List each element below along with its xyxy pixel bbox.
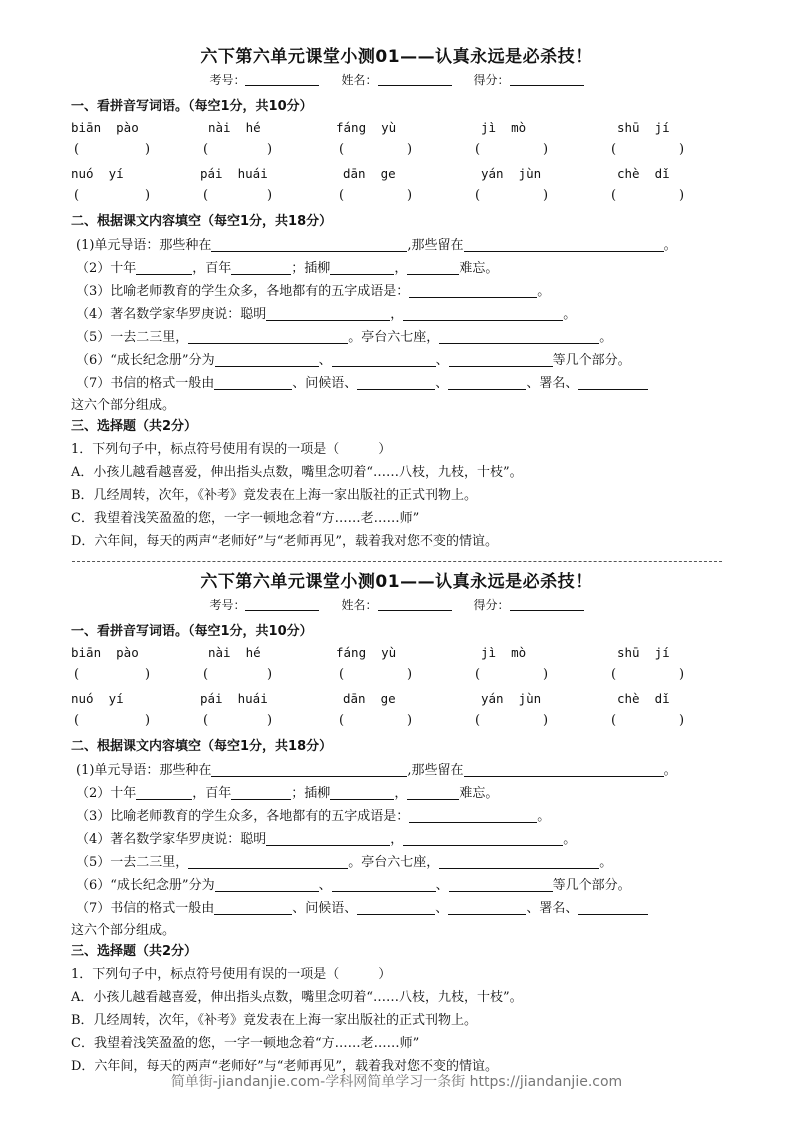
fill-line-5 — [76, 326, 612, 345]
fill-text: 、问候语、 — [292, 901, 358, 916]
pinyin: chè dǐ — [617, 166, 670, 181]
fill-blank[interactable] — [578, 901, 648, 915]
fill-blank[interactable] — [231, 261, 291, 275]
fill-blank[interactable] — [439, 855, 599, 869]
answer-bracket-open: ( — [475, 188, 481, 203]
fill-blank[interactable] — [407, 261, 459, 275]
quiz-block-1 — [0, 42, 793, 562]
fill-blank[interactable] — [409, 809, 537, 823]
fill-blank[interactable] — [439, 330, 599, 344]
fill-text: 。 — [599, 855, 613, 870]
fill-line-6 — [76, 874, 631, 893]
fill-text: 。 — [537, 284, 551, 299]
fill-blank[interactable] — [448, 376, 526, 390]
fill-text: 、 — [318, 878, 332, 893]
pinyin: biān pào — [71, 120, 139, 135]
choice-option-b[interactable]: B．几经周转，次年，《补考》竟发表在上海一家出版社的正式刊物上。 — [71, 488, 478, 503]
answer-bracket-open: ( — [74, 142, 80, 157]
answer-bracket-close[interactable]: ) — [679, 142, 685, 157]
quiz-title: 六下第六单元课堂小测01——认真永远是必杀技！ — [200, 47, 593, 67]
answer-bracket-close[interactable]: ) — [407, 142, 413, 157]
section-1-heading: 一、看拼音写词语。（每空1分，共10分） — [71, 624, 313, 639]
answer-bracket-open: ( — [475, 667, 481, 682]
fill-blank[interactable] — [136, 786, 192, 800]
pinyin: nuó yí — [71, 166, 124, 181]
fill-text: 、署名、 — [526, 376, 579, 391]
fill-text: 难忘。 — [459, 261, 499, 276]
answer-bracket-close[interactable]: ) — [407, 667, 413, 682]
fill-text: 、 — [318, 353, 332, 368]
fill-line-7 — [76, 372, 648, 391]
fill-line-6 — [76, 349, 631, 368]
pinyin: nuó yí — [71, 691, 124, 706]
answer-bracket-close[interactable]: ) — [145, 188, 151, 203]
fill-text: （4）著名数学家华罗庚说：聪明 — [76, 832, 267, 847]
answer-bracket-close[interactable]: ) — [267, 713, 273, 728]
answer-bracket-open: ( — [611, 667, 617, 682]
fill-text: ， — [390, 832, 404, 847]
answer-bracket-open: ( — [203, 667, 209, 682]
fill-text: 、 — [435, 878, 449, 893]
pinyin: nài hé — [208, 120, 261, 135]
fill-line-4 — [76, 828, 576, 847]
fill-text: 等几个部分。 — [552, 878, 631, 893]
fill-blank[interactable] — [357, 901, 435, 915]
pinyin-row-1 — [0, 120, 793, 136]
fill-blank[interactable] — [448, 901, 526, 915]
answer-row-1 — [0, 142, 793, 158]
answer-bracket-close[interactable]: ) — [543, 667, 549, 682]
fill-text: 。 — [563, 307, 577, 322]
fill-blank[interactable] — [330, 261, 394, 275]
fill-text: 。 — [563, 832, 577, 847]
fill-line-4 — [76, 303, 576, 322]
fill-line-2 — [76, 257, 498, 276]
answer-bracket-open: ( — [339, 667, 345, 682]
fill-text: 难忘。 — [459, 786, 499, 801]
exam-no-label: 考号： — [209, 598, 246, 612]
answer-bracket-open: ( — [611, 142, 617, 157]
answer-bracket-open: ( — [339, 188, 345, 203]
fill-blank[interactable] — [188, 855, 348, 869]
answer-bracket-close[interactable]: ) — [407, 713, 413, 728]
pinyin: jì mò — [481, 120, 527, 135]
fill-text: （7）书信的格式一般由 — [76, 901, 215, 916]
fill-text: （2）十年 — [76, 786, 137, 801]
fill-blank[interactable] — [188, 330, 348, 344]
section-1-heading: 一、看拼音写词语。（每空1分，共10分） — [71, 99, 313, 114]
choice-option-a[interactable]: A．小孩儿越看越喜爱，伸出指头点数，嘴里念叨着“……八枝，九枝，十枝”。 — [71, 990, 523, 1005]
fill-blank[interactable] — [578, 376, 648, 390]
fill-line-8: 这六个部分组成。 — [71, 398, 176, 413]
pinyin: dān ge — [343, 166, 396, 181]
fill-blank[interactable] — [231, 786, 291, 800]
fill-blank[interactable] — [214, 376, 292, 390]
fill-blank[interactable] — [215, 353, 319, 367]
fill-text: 。 — [537, 809, 551, 824]
answer-bracket-close[interactable]: ) — [267, 188, 273, 203]
pinyin: yán jùn — [481, 691, 542, 706]
fill-line-3 — [76, 805, 550, 824]
fill-blank[interactable] — [464, 763, 664, 777]
fill-text: ， — [394, 261, 408, 276]
fill-blank[interactable] — [266, 307, 390, 321]
exam-no-blank[interactable] — [245, 598, 319, 611]
answer-bracket-close[interactable]: ) — [145, 142, 151, 157]
answer-bracket-close[interactable]: ) — [407, 188, 413, 203]
fill-blank[interactable] — [403, 832, 563, 846]
answer-row-1 — [0, 667, 793, 683]
fill-blank[interactable] — [409, 284, 537, 298]
fill-text: （6）“成长纪念册”分为 — [76, 878, 215, 893]
fill-text: （6）“成长纪念册”分为 — [76, 353, 215, 368]
section-3-heading: 三、选择题（共2分） — [71, 944, 198, 959]
fill-text: 、署名、 — [526, 901, 579, 916]
fill-text: 、 — [435, 353, 449, 368]
pinyin: fáng yù — [336, 120, 397, 135]
name-label: 姓名： — [341, 73, 378, 87]
choice-option-c[interactable]: C．我望着浅笑盈盈的您，一字一顿地念着“方……老……师” — [71, 511, 420, 526]
name-label: 姓名： — [341, 598, 378, 612]
fill-text: 、 — [435, 376, 449, 391]
fill-text: (1)单元导语：那些种在 — [76, 763, 212, 778]
fill-line-7 — [76, 897, 648, 916]
fill-text: （5）一去二三里， — [76, 855, 189, 870]
fill-text: (1)单元导语：那些种在 — [76, 238, 212, 253]
fill-blank[interactable] — [449, 878, 553, 892]
pinyin: fáng yù — [336, 645, 397, 660]
fill-blank[interactable] — [266, 832, 390, 846]
fill-blank[interactable] — [464, 238, 664, 252]
pinyin: pái huái — [200, 691, 268, 706]
pinyin: pái huái — [200, 166, 268, 181]
exam-no-blank[interactable] — [245, 73, 319, 86]
answer-bracket-open: ( — [74, 667, 80, 682]
choice-option-d[interactable]: D．六年间，每天的两声“老师好”与“老师再见”，载着我对您不变的情谊。 — [71, 1059, 499, 1074]
answer-bracket-open: ( — [611, 188, 617, 203]
section-2-heading: 二、根据课文内容填空（每空1分，共18分） — [71, 739, 333, 754]
fill-blank[interactable] — [211, 763, 407, 777]
fill-text: ，百年 — [192, 261, 232, 276]
choice-question: 1．下列句子中，标点符号使用有误的一项是（ ） — [71, 967, 392, 982]
quiz-block-2 — [0, 567, 793, 1087]
answer-bracket-open: ( — [74, 713, 80, 728]
score-label: 得分： — [473, 598, 510, 612]
name-blank[interactable] — [378, 598, 452, 611]
answer-bracket-close[interactable]: ) — [145, 667, 151, 682]
fill-text: ；插柳 — [291, 786, 331, 801]
answer-bracket-open: ( — [339, 142, 345, 157]
choice-option-d[interactable]: D．六年间，每天的两声“老师好”与“老师再见”，载着我对您不变的情谊。 — [71, 534, 499, 549]
exam-no-label: 考号： — [209, 73, 246, 87]
fill-text: ， — [394, 786, 408, 801]
pinyin: shū jí — [617, 120, 670, 135]
pinyin: dān ge — [343, 691, 396, 706]
answer-bracket-close[interactable]: ) — [543, 188, 549, 203]
cut-line-divider — [72, 561, 722, 562]
choice-option-c[interactable]: C．我望着浅笑盈盈的您，一字一顿地念着“方……老……师” — [71, 1036, 420, 1051]
score-blank[interactable] — [510, 598, 584, 611]
fill-blank[interactable] — [449, 353, 553, 367]
fill-blank[interactable] — [357, 376, 435, 390]
fill-text: （3）比喻老师教育的学生众多，各地都有的五字成语是： — [76, 809, 410, 824]
pinyin: chè dǐ — [617, 691, 670, 706]
fill-text: ,那些留在 — [407, 238, 464, 253]
fill-blank[interactable] — [403, 307, 563, 321]
fill-line-2 — [76, 782, 498, 801]
fill-blank[interactable] — [330, 786, 394, 800]
fill-text: （7）书信的格式一般由 — [76, 376, 215, 391]
fill-blank[interactable] — [215, 878, 319, 892]
quiz-title: 六下第六单元课堂小测01——认真永远是必杀技！ — [200, 572, 593, 592]
fill-text: （2）十年 — [76, 261, 137, 276]
answer-bracket-open: ( — [475, 142, 481, 157]
name-blank[interactable] — [378, 73, 452, 86]
answer-bracket-close[interactable]: ) — [679, 188, 685, 203]
footer-watermark: 简单街-jiandanjie.com-学科网简单学习一条街 https://jiandanjie.com — [170, 1074, 623, 1090]
score-label: 得分： — [473, 73, 510, 87]
fill-blank[interactable] — [211, 238, 407, 252]
answer-bracket-close[interactable]: ) — [679, 713, 685, 728]
fill-text: 。亭台六七座， — [348, 855, 440, 870]
fill-blank[interactable] — [332, 878, 436, 892]
choice-option-b[interactable]: B．几经周转，次年，《补考》竟发表在上海一家出版社的正式刊物上。 — [71, 1013, 478, 1028]
section-2-heading: 二、根据课文内容填空（每空1分，共18分） — [71, 214, 333, 229]
student-info — [0, 71, 793, 88]
fill-text: 。亭台六七座， — [348, 330, 440, 345]
fill-blank[interactable] — [407, 786, 459, 800]
pinyin: shū jí — [617, 645, 670, 660]
score-blank[interactable] — [510, 73, 584, 86]
fill-blank[interactable] — [214, 901, 292, 915]
fill-text: ；插柳 — [291, 261, 331, 276]
answer-bracket-open: ( — [74, 188, 80, 203]
choice-option-a[interactable]: A．小孩儿越看越喜爱，伸出指头点数，嘴里念叨着“……八枝，九枝，十枝”。 — [71, 465, 523, 480]
answer-bracket-close[interactable]: ) — [267, 667, 273, 682]
pinyin: nài hé — [208, 645, 261, 660]
pinyin: biān pào — [71, 645, 139, 660]
fill-text: （4）著名数学家华罗庚说：聪明 — [76, 307, 267, 322]
answer-bracket-close[interactable]: ) — [145, 713, 151, 728]
answer-bracket-close[interactable]: ) — [679, 667, 685, 682]
answer-bracket-open: ( — [203, 188, 209, 203]
fill-line-1 — [76, 759, 677, 778]
choice-question: 1．下列句子中，标点符号使用有误的一项是（ ） — [71, 442, 392, 457]
fill-text: ,那些留在 — [407, 763, 464, 778]
answer-bracket-open: ( — [475, 713, 481, 728]
fill-text: 。 — [663, 763, 677, 778]
fill-text: 。 — [663, 238, 677, 253]
fill-line-3 — [76, 280, 550, 299]
fill-blank[interactable] — [136, 261, 192, 275]
fill-text: ，百年 — [192, 786, 232, 801]
answer-bracket-close[interactable]: ) — [267, 142, 273, 157]
answer-bracket-close[interactable]: ) — [543, 713, 549, 728]
fill-text: （3）比喻老师教育的学生众多，各地都有的五字成语是： — [76, 284, 410, 299]
answer-bracket-open: ( — [611, 713, 617, 728]
fill-text: 、 — [435, 901, 449, 916]
fill-line-5 — [76, 851, 612, 870]
fill-text: ， — [390, 307, 404, 322]
pinyin: jì mò — [481, 645, 527, 660]
pinyin-row-2 — [0, 691, 793, 707]
answer-bracket-open: ( — [203, 142, 209, 157]
student-info — [0, 596, 793, 613]
fill-text: 、问候语、 — [292, 376, 358, 391]
pinyin-row-1 — [0, 645, 793, 661]
fill-text: 。 — [599, 330, 613, 345]
answer-bracket-open: ( — [339, 713, 345, 728]
answer-row-2 — [0, 713, 793, 729]
fill-text: （5）一去二三里， — [76, 330, 189, 345]
answer-row-2 — [0, 188, 793, 204]
pinyin-row-2 — [0, 166, 793, 182]
fill-line-1 — [76, 234, 677, 253]
fill-line-8: 这六个部分组成。 — [71, 923, 176, 938]
fill-blank[interactable] — [332, 353, 436, 367]
pinyin: yán jùn — [481, 166, 542, 181]
fill-text: 等几个部分。 — [552, 353, 631, 368]
answer-bracket-close[interactable]: ) — [543, 142, 549, 157]
section-3-heading: 三、选择题（共2分） — [71, 419, 198, 434]
answer-bracket-open: ( — [203, 713, 209, 728]
